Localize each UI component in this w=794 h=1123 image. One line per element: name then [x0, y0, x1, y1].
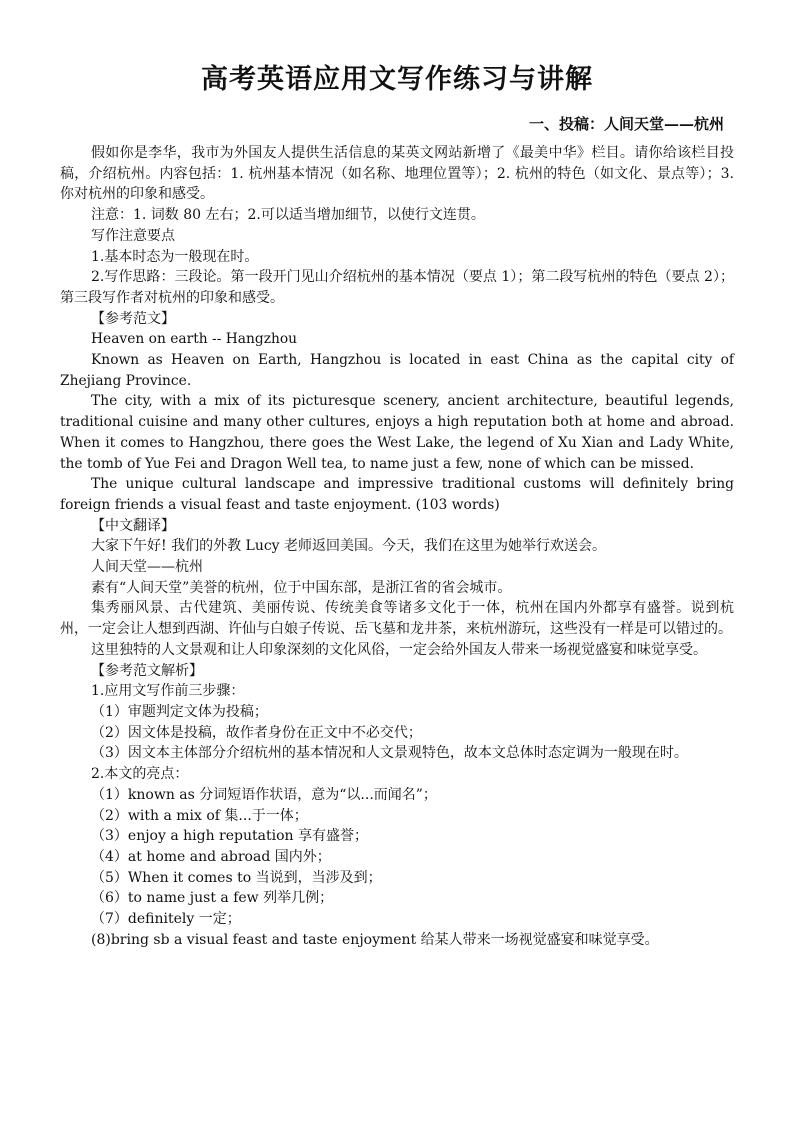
section-title: 一、投稿：人间天堂——杭州 — [528, 115, 724, 133]
analysis-step: （3）因文本主体部分介绍杭州的基本情况和人文景观特色，故本文总体时态定调为一般现在时。 — [91, 745, 688, 762]
analysis-step: （1）审题判定文体为投稿； — [91, 703, 268, 720]
tips-item: 2.写作思路：三段论。第一段开门见山介绍杭州的基本情况（要点 1）；第二段写杭州的特色（要点 2）；第三段写作者对杭州的印象和感受。 — [60, 269, 734, 306]
highlight-item: （1）known as 分词短语作状语，意为“以...而闻名”； — [91, 786, 437, 803]
translation-paragraph: 人间天堂——杭州 — [91, 559, 203, 576]
prompt-paragraph: 假如你是李华，我市为外国友人提供生活信息的某英文网站新增了《最美中华》栏目。请你给该栏目投稿，介绍杭州。内容包括：1. 杭州基本情况（如名称、地理位置等）；2. 杭州的特色（如文化、景点等）；3. 你对杭州的印象和感受。 — [60, 145, 734, 203]
translation-paragraph: 素有“人间天堂”美誉的杭州，位于中国东部，是浙江省的省会城市。 — [91, 579, 512, 596]
translation-heading: 【中文翻译】 — [91, 517, 175, 534]
essay-paragraph: Known as Heaven on Earth, Hangzhou is located in east China as the capital city of Zhejiang Province. — [60, 352, 734, 389]
highlight-item: (8)bring sb a visual feast and taste enjoyment 给某人带来一场视觉盛宴和味觉享受。 — [91, 931, 659, 948]
prompt-note: 注意：1. 词数 80 左右；2.可以适当增加细节，以使行文连贯。 — [91, 207, 485, 224]
essay-paragraph: The unique cultural landscape and impressive traditional customs will definitely bring foreign friends a visual feast and taste enjoyment. (103 words) — [60, 476, 734, 513]
translation-paragraph: 这里独特的人文景观和让人印象深刻的文化风俗，一定会给外国友人带来一场视觉盛宴和味觉享受。 — [91, 641, 707, 658]
translation-paragraph: 大家下午好! 我们的外教 Lucy 老师返回美国。今天，我们在这里为她举行欢送会。 — [91, 538, 607, 555]
tips-heading: 写作注意要点 — [91, 227, 175, 244]
essay-title: Heaven on earth -- Hangzhou — [91, 331, 298, 348]
highlight-item: （2）with a mix of 集...于一体； — [91, 807, 308, 824]
highlight-item: （4）at home and abroad 国内外； — [91, 848, 331, 865]
document-title: 高考英语应用文写作练习与讲解 — [201, 64, 593, 95]
analysis-step: （2）因文体是投稿，故作者身份在正文中不必交代； — [91, 724, 422, 741]
document-body — [60, 143, 734, 950]
essay-paragraph: The city, with a mix of its picturesque scenery, ancient architecture, beautiful legends, traditional cuisine and many other cultures, enjoys a high reputation both at home and abroad. When it comes to Hangzhou, there goes the West Lake, the legend of Xu Xian and Lady White, the tomb of Yue Fei and Dragon Well tea, to name just a few, none of which can be missed. — [60, 393, 734, 472]
highlight-item: （7）definitely 一定； — [91, 911, 241, 928]
analysis-part1-heading: 1.应用文写作前三步骤： — [91, 683, 245, 700]
highlight-item: （6）to name just a few 列举几例； — [91, 890, 334, 907]
highlight-item: （5）When it comes to 当说到，当涉及到； — [91, 869, 382, 886]
tips-item: 1.基本时态为一般现在时。 — [91, 248, 259, 265]
translation-paragraph: 集秀丽风景、古代建筑、美丽传说、传统美食等诸多文化于一体，杭州在国内外都享有盛誉。说到杭州，一定会让人想到西湖、许仙与白娘子传说、岳飞墓和龙井茶，来杭州游玩，这些没有一样是可以错过的。 — [60, 600, 734, 638]
highlight-item: （3）enjoy a high reputation 享有盛誉； — [91, 828, 368, 845]
model-heading: 【参考范文】 — [91, 310, 175, 327]
analysis-part2-heading: 2.本文的亮点： — [91, 766, 189, 783]
analysis-heading: 【参考范文解析】 — [91, 662, 203, 679]
